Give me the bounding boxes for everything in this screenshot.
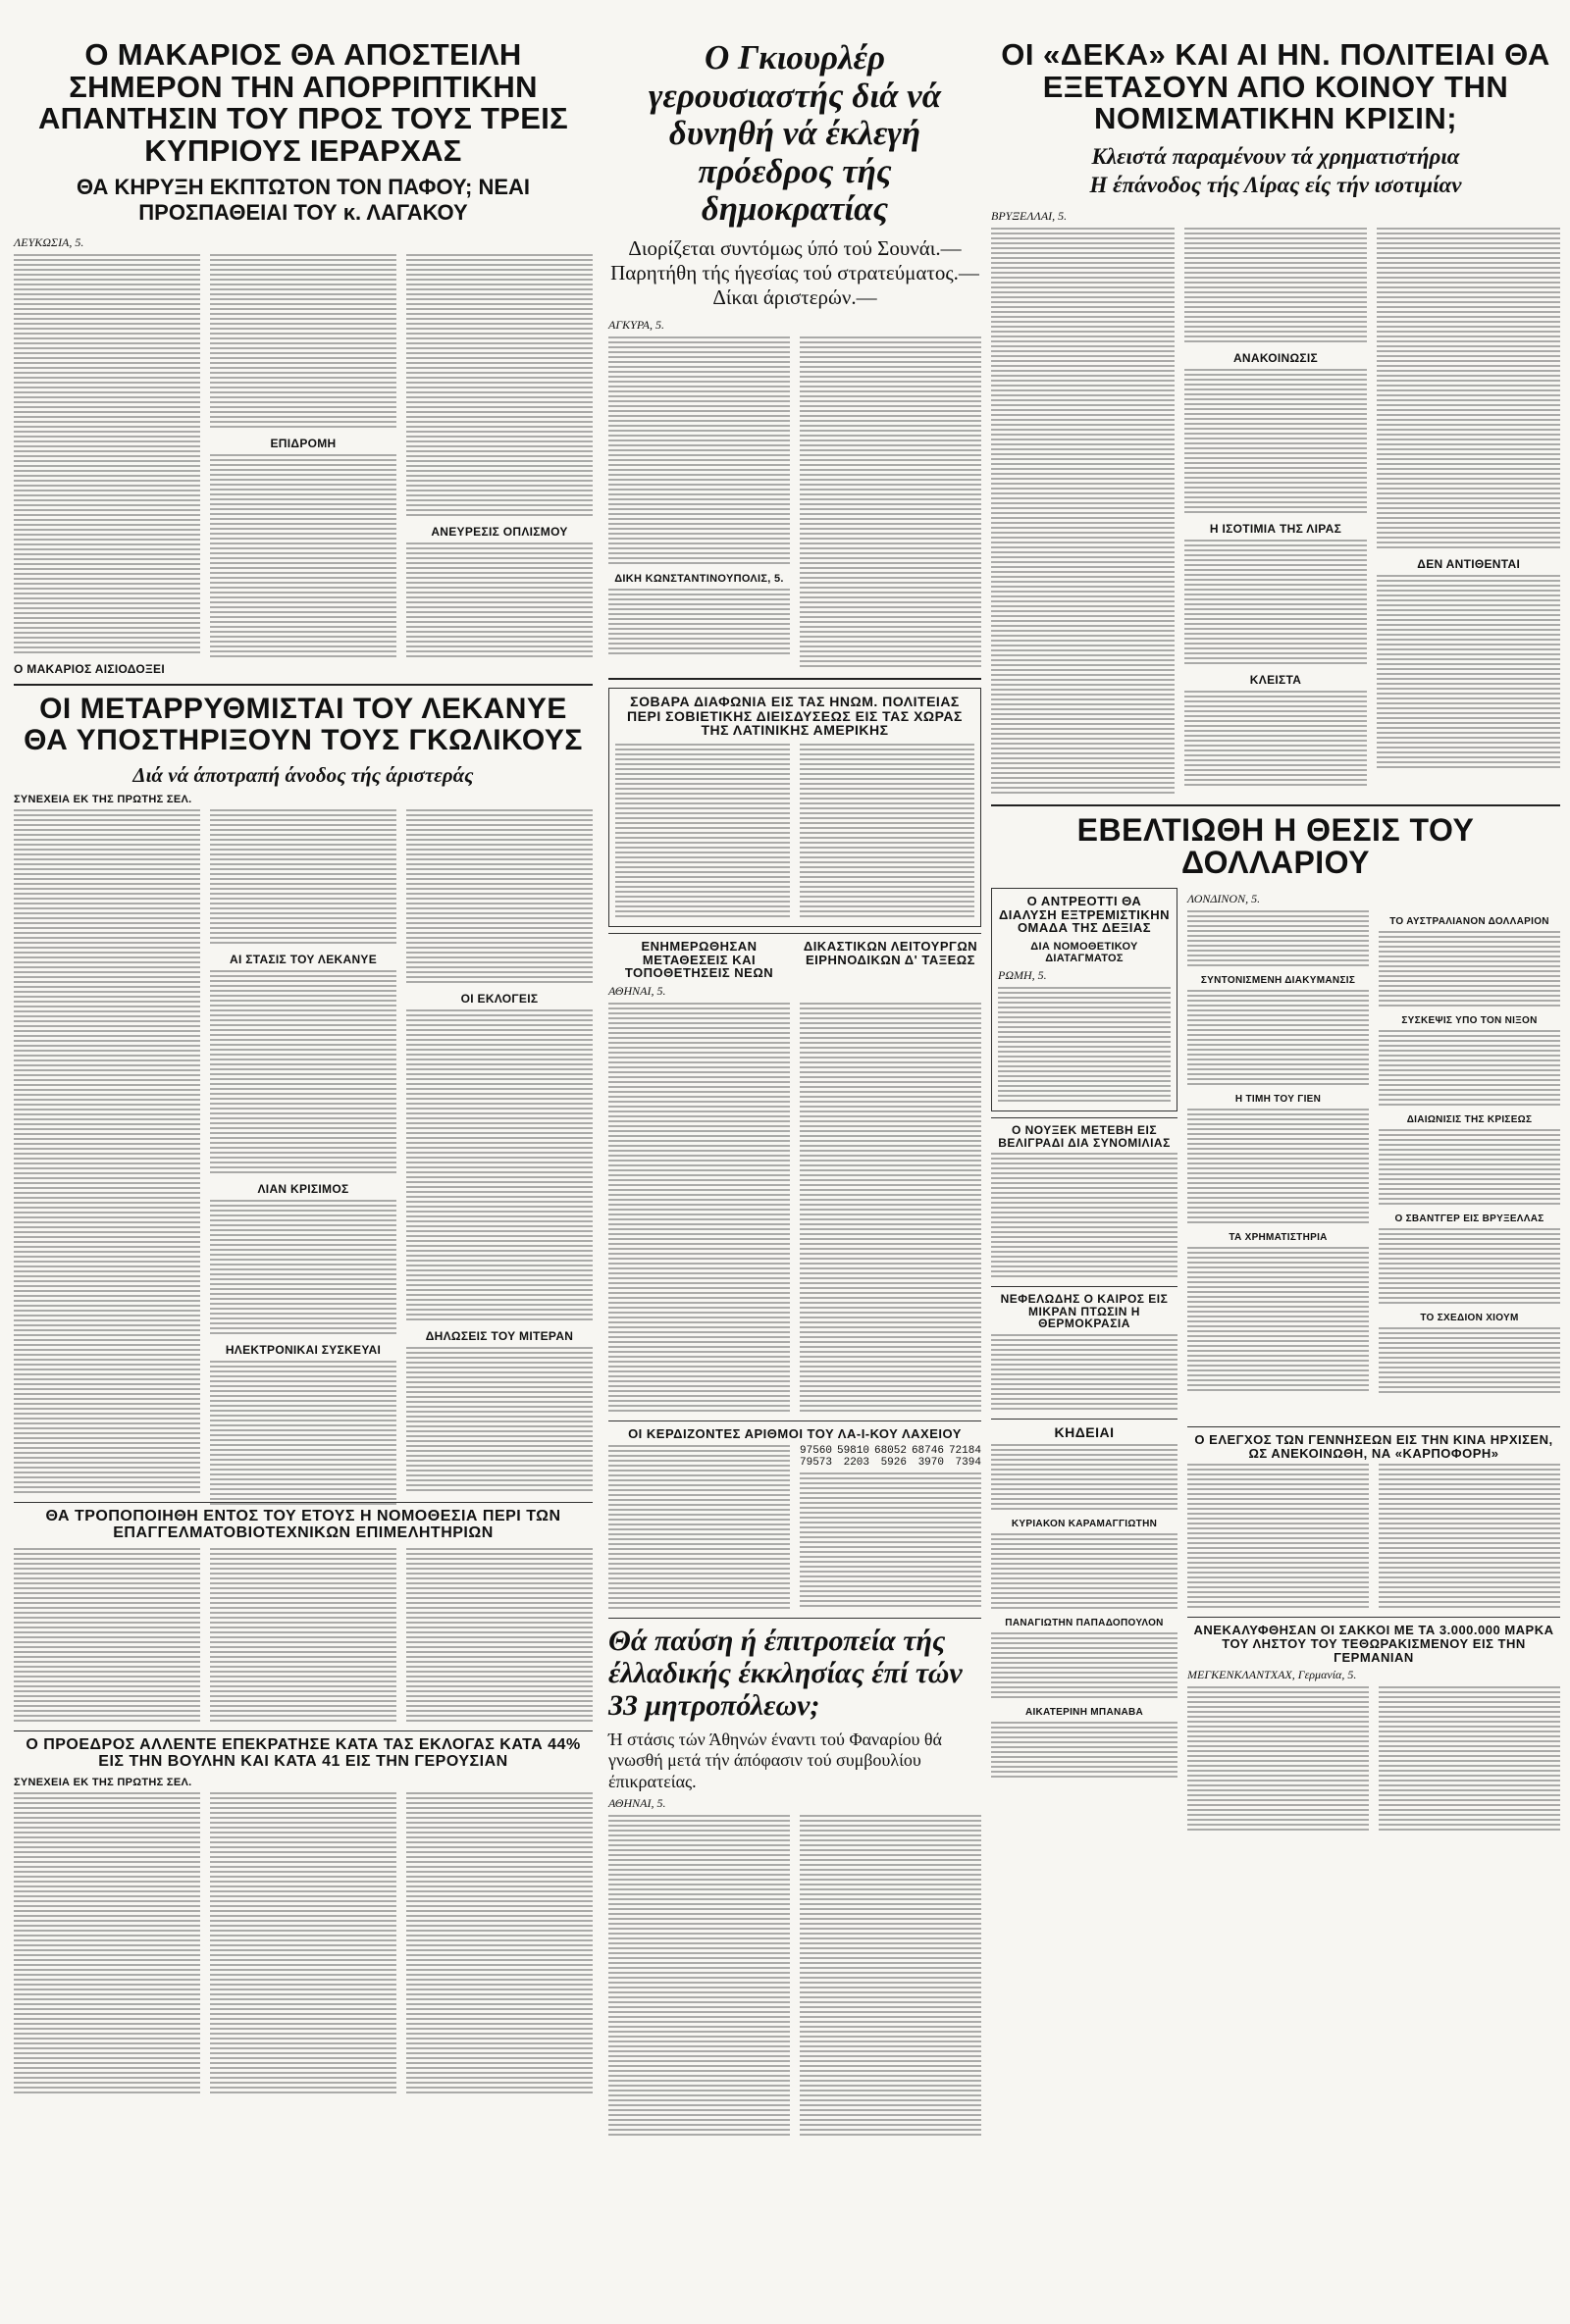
allende-continued: ΣΥΝΕΧΕΙΑ ΕΚ ΤΗΣ ΠΡΩΤΗΣ ΣΕΛ.: [14, 1776, 192, 1788]
lecanuet-label-stance: ΑΙ ΣΤΑΣΙΣ ΤΟΥ ΛΕΚΑΝΥΕ: [229, 953, 378, 967]
sacks-headline: ΑΝΕΚΑΛΥΦΘΗΣΑΝ ΟΙ ΣΑΚΚΟΙ ΜΕ ΤΑ 3.000.000 ΜΑΡΚΑ ΤΟΥ ΛΗΣΤΟΥ ΤΟΥ ΤΕΘΩΡΑΚΙΣΜΕΝΟΥ ΕΙΣ ΤΗΝ ΓΕΡΜΑΝΙΑΝ: [1193, 1623, 1554, 1665]
births-headline: Ο ΕΛΕΓΧΟΣ ΤΩΝ ΓΕΝΝΗΣΕΩΝ ΕΙΣ ΤΗΝ ΚΙΝΑ ΗΡΧΙΣΕΝ, ΩΣ ΑΝΕΚΟΙΝΩΘΗ, ΝΑ «ΚΑΡΠΟΦΟΡΗ»: [1194, 1432, 1553, 1461]
makarios-dateline: ΛΕΥΚΩΣΙΑ, 5.: [14, 235, 84, 250]
makarios-body: [14, 254, 593, 656]
ten-body: [991, 228, 1560, 797]
gkiourler-dateline: ΑΓΚΥΡΑ, 5.: [608, 318, 664, 333]
lottery-number: 97560: [800, 1444, 833, 1457]
sacks-story: [1187, 1624, 1560, 1833]
soviet-story: [608, 688, 981, 927]
weather-headline: ΝΕΦΕΛΩΔΗΣ Ο ΚΑΙΡΟΣ ΕΙΣ ΜΙΚΡΑΝ ΠΤΩΣΙΝ Η ΘΕΡΜΟΚΡΑΣΙΑ: [1000, 1292, 1169, 1331]
makarios-signoff: Ο ΜΑΚΑΡΙΟΣ ΑΙΣΙΟΔΟΞΕΙ: [14, 662, 165, 677]
soviet-headline: ΣΟΒΑΡΑ ΔΙΑΦΩΝΙΑ ΕΙΣ ΤΑΣ ΗΝΩΜ. ΠΟΛΙΤΕΙΑΣ ΠΕΡΙ ΣΟΒΙΕΤΙΚΗΣ ΔΙΕΙΣΔΥΣΕΩΣ ΕΙΣ ΤΑΣ ΧΩΡΑΣ ΤΗΣ ΛΑΤΙΝΙΚΗΣ ΑΜΕΡΙΚΗΣ: [627, 694, 963, 739]
funerals-headline: ΚΗΔΕΙΑΙ: [1054, 1423, 1115, 1440]
ten-label-pound-parity: Η ΙΣΟΤΙΜΙΑ ΤΗΣ ΛΙΡΑΣ: [1209, 521, 1342, 536]
metropoleis-dateline: ΑΘΗΝΑΙ, 5.: [608, 1796, 666, 1811]
dollar-label-australian: ΤΟ ΑΥΣΤΡΑΛΙΑΝΟΝ ΔΟΛΛΑΡΙΟΝ: [1389, 916, 1549, 928]
dollar-label-yen: Η ΤΙΜΗ ΤΟΥ ΓΙΕΝ: [1234, 1094, 1322, 1106]
gkiourler-subheadline: Διορίζεται συντόμως ύπό τού Σουνάι.— Παρητήθη τής ήγεσίας τού στρατεύματος.— Δίκαι άριστερών.—: [610, 235, 979, 309]
lottery-number: 79573: [800, 1456, 833, 1469]
judicial-dateline: ΑΘΗΝΑΙ, 5.: [608, 984, 666, 999]
gkiourler-story: [608, 39, 981, 670]
makarios-story: [14, 39, 593, 676]
middle-column: [608, 39, 981, 2139]
lecanuet-story: [14, 694, 593, 1496]
lottery-number: 72184: [948, 1444, 981, 1457]
dollar-label-schwandegger: Ο ΣΒΑΝΤΓΕΡ ΕΙΣ ΒΡΥΞΕΛΛΑΣ: [1394, 1214, 1544, 1225]
funeral-name-1: ΚΥΡΙΑΚΟΝ ΚΑΡΑΜΑΓΓΙΩΤΗΝ: [1011, 1518, 1158, 1529]
lecanuet-label-electronic: ΗΛΕΚΤΡΟΝΙΚΑΙ ΣΥΣΚΕΥΑΙ: [225, 1343, 382, 1358]
lottery-number: 68052: [873, 1444, 907, 1457]
lottery-number: 2203: [843, 1456, 869, 1469]
judicial-story: [608, 940, 981, 1415]
dollar-label-perpetuation: ΔΙΑΙΩΝΙΣΙΣ ΤΗΣ ΚΡΙΣΕΩΣ: [1406, 1114, 1533, 1126]
andreotti-subheadline: ΔΙΑ ΝΟΜΟΘΕΤΙΚΟΥ ΔΙΑΤΑΓΜΑΤΟΣ: [1030, 940, 1138, 964]
allende-headline: Ο ΠΡΟΕΔΡΟΣ ΑΛΛΕΝΤΕ ΕΠΕΚΡΑΤΗΣΕ ΚΑΤΑ ΤΑΣ ΕΚΛΟΓΑΣ ΚΑΤΑ 44% ΕΙΣ ΤΗΝ ΒΟΥΛΗΝ ΚΑΙ ΚΑΤΑ 41 ΕΙΣ ΤΗΝ ΓΕΡΟΥΣΙΑΝ: [26, 1735, 581, 1770]
amendments-story: [14, 1509, 593, 1725]
lecanuet-subheadline: Διά νά άποτραπή άνοδος τής άριστεράς: [132, 763, 474, 788]
makarios-subheadline: ΘΑ ΚΗΡΥΞΗ ΕΚΠΤΩΤΟΝ ΤΟΝ ΠΑΦΟΥ; ΝΕΑΙ ΠΡΟΣΠΑΘΕΙΑΙ ΤΟΥ κ. ΛΑΓΑΚΟΥ: [76, 175, 531, 226]
ten-subheadline-1: Κλειστά παραμένουν τά χρηματιστήρια: [1091, 143, 1460, 169]
lottery-number: 68746: [911, 1444, 944, 1457]
lecanuet-label-mitterrand: ΔΗΛΩΣΕΙΣ ΤΟΥ ΜΙΤΕΡΑΝ: [425, 1329, 574, 1344]
right-column: [991, 39, 1560, 1833]
lottery-headline: ΟΙ ΚΕΡΔΙΖΟΝΤΕΣ ΑΡΙΘΜΟΙ ΤΟΥ ΛΑ-Ι-ΚΟΥ ΛΑΧΕΙΟΥ: [628, 1426, 962, 1442]
ten-label-not-opposed: ΔΕΝ ΑΝΤΙΘΕΝΤΑΙ: [1417, 556, 1521, 571]
lottery-number: 5926: [880, 1456, 907, 1469]
ten-story: [991, 39, 1560, 797]
lecanuet-label-voters: ΟΙ ΕΚΛΟΓΕΙΣ: [460, 992, 539, 1007]
allende-body: [14, 1792, 593, 2096]
soviet-body: [615, 744, 974, 920]
andreotti-dateline: ΡΩΜΗ, 5.: [998, 967, 1047, 982]
sacks-dateline: ΜΕΓΚΕΝΚΛΑΝΤΧΑΧ, Γερμανία, 5.: [1187, 1668, 1357, 1682]
gkiourler-headline: Ο Γκιουρλέρ γερουσιαστής διά νά δυνηθή νά έκλεγή πρόεδρος τής δημοκρατίας: [648, 38, 942, 228]
lecanuet-label-critical: ΛΙΑΝ ΚΡΙΣΙΜΟΣ: [257, 1182, 349, 1197]
amendments-headline: ΘΑ ΤΡΟΠΟΠΟΙΗΘΗ ΕΝΤΟΣ ΤΟΥ ΕΤΟΥΣ Η ΝΟΜΟΘΕΣΙΑ ΠΕΡΙ ΤΩΝ ΕΠΑΓΓΕΛΜΑΤΟΒΙΟΤΕΧΝΙΚΩΝ ΕΠΙΜΕΛΗΤΗΡΙΩΝ: [45, 1508, 561, 1542]
ten-label-announcement: ΑΝΑΚΟΙΝΩΣΙΣ: [1232, 350, 1319, 365]
ten-label-closed: ΚΛΕΙΣΤΑ: [1249, 672, 1302, 687]
makarios-headline: Ο ΜΑΚΑΡΙΟΣ ΘΑ ΑΠΟΣΤΕΙΛΗ ΣΗΜΕΡΟΝ ΤΗΝ ΑΠΟΡΡΙΠΤΙΚΗΝ ΑΠΑΝΤΗΣΙΝ ΤΟΥ ΠΡΟΣ ΤΟΥΣ ΤΡΕΙΣ ΚΥΠΡΙΟΥΣ ΙΕΡΑΡΧΑΣ: [37, 37, 569, 168]
makarios-label-weapons: ΑΝΕΥΡΕΣΙΣ ΟΠΛΙΣΜΟΥ: [431, 525, 568, 540]
judicial-headline-2: ΔΙΚΑΣΤΙΚΩΝ ΛΕΙΤΟΥΡΓΩΝ ΕΙΡΗΝΟΔΙΚΩΝ Δ' ΤΑΞΕΩΣ: [803, 939, 978, 967]
ten-subheadline-2: Η έπάνοδος τής Λίρας είς τήν ισοτιμίαν: [1089, 173, 1462, 198]
allende-story: [14, 1737, 593, 2096]
judicial-body: [608, 1003, 981, 1415]
lecanuet-continued: ΣΥΝΕΧΕΙΑ ΕΚ ΤΗΣ ΠΡΩΤΗΣ ΣΕΛ.: [14, 794, 192, 806]
lottery-numbers-row-2: [800, 1457, 981, 1469]
funeral-name-2: ΠΑΝΑΓΙΩΤΗΝ ΠΑΠΑΔΟΠΟΥΛΟΝ: [1005, 1617, 1164, 1628]
lottery-story: [608, 1427, 981, 1612]
left-column: [14, 39, 593, 2096]
nixon-belgrade-story: [991, 1124, 1178, 1280]
ten-headline: ΟΙ «ΔΕΚΑ» ΚΑΙ ΑΙ ΗΝ. ΠΟΛΙΤΕΙΑΙ ΘΑ ΕΞΕΤΑΣΟΥΝ ΑΠΟ ΚΟΙΝΟΥ ΤΗΝ ΝΟΜΙΣΜΑΤΙΚΗΝ ΚΡΙΣΙΝ;: [1001, 37, 1550, 136]
makarios-label-raid: ΕΠΙΔΡΟΜΗ: [270, 437, 337, 451]
metropoleis-headline: Θά παύση ή έπιτροπεία τής έλλαδικής έκκλησίας έπί τών 33 μητροπόλεων;: [608, 1624, 963, 1722]
nixon-belgrade-headline: Ο ΝΟΥΞΕΚ ΜΕΤΕΒΗ ΕΙΣ ΒΕΛΙΓΡΑΔΙ ΔΙΑ ΣΥΝΟΜΙΛΙΑΣ: [998, 1122, 1171, 1150]
dollar-label-nixon-meeting: ΣΥΣΚΕΨΙΣ ΥΠΟ ΤΟΝ ΝΙΞΟΝ: [1401, 1015, 1538, 1027]
dollar-label-hume-plan: ΤΟ ΣΧΕΔΙΟΝ ΧΙΟΥΜ: [1420, 1313, 1519, 1324]
amendments-body: [14, 1548, 593, 1725]
lottery-numbers-row-1: [800, 1445, 981, 1457]
metropoleis-subheadline: Ή στάσις τών Άθηνών έναντι τού Φαναρίου θά γνωσθή μετά τήν άπόφασιν τού συμβουλίου έπικρατείας.: [608, 1729, 942, 1791]
dollar-body: [1187, 910, 1560, 1420]
gkiourler-trial-label: ΔΙΚΗ ΚΩΝΣΤΑΝΤΙΝΟΥΠΟΛΙΣ, 5.: [614, 573, 784, 586]
andreotti-headline: Ο ΑΝΤΡΕΟΤΤΙ ΘΑ ΔΙΑΛΥΣΗ ΕΞΤΡΕΜΙΣΤΙΚΗΝ ΟΜΑΔΑ ΤΗΣ ΔΕΞΙΑΣ: [998, 894, 1171, 936]
lottery-number: 3970: [917, 1456, 944, 1469]
dollar-label-exchanges: ΤΑ ΧΡΗΜΑΤΙΣΤΗΡΙΑ: [1229, 1232, 1328, 1244]
lottery-number: 59810: [836, 1444, 869, 1457]
ten-dateline: ΒΡΥΞΕΛΛΑΙ, 5.: [991, 208, 1068, 223]
judicial-headline: ΕΝΗΜΕΡΩΘΗΣΑΝ ΜΕΤΑΘΕΣΕΙΣ ΚΑΙ ΤΟΠΟΘΕΤΗΣΕΙΣ ΝΕΩΝ: [624, 939, 774, 981]
dollar-dateline: ΛΟΝΔΙΝΟΝ, 5.: [1187, 892, 1261, 906]
births-story: [1187, 1433, 1560, 1611]
dollar-label-coordinated: ΣΥΝΤΟΝΙΣΜΕΝΗ ΔΙΑΚΥΜΑΝΣΙΣ: [1200, 975, 1356, 987]
lecanuet-headline: ΟΙ ΜΕΤΑΡΡΥΘΜΙΣΤΑΙ ΤΟΥ ΛΕΚΑΝΥΕ ΘΑ ΥΠΟΣΤΗΡΙΞΟΥΝ ΤΟΥΣ ΓΚΩΛΙΚΟΥΣ: [24, 693, 583, 756]
funerals-story: [991, 1425, 1178, 1781]
andreotti-story: [991, 888, 1178, 1111]
metropoleis-body: [608, 1815, 981, 2139]
lottery-number: 7394: [955, 1456, 981, 1469]
metropoleis-story: [608, 1625, 981, 2140]
dollar-headline: ΕΒΕΛΤΙΩΘΗ Η ΘΕΣΙΣ ΤΟΥ ΔΟΛΛΑΡΙΟΥ: [1076, 811, 1475, 881]
weather-story: [991, 1293, 1178, 1413]
lecanuet-body: [14, 809, 593, 1496]
gkiourler-body: [608, 336, 981, 670]
funeral-name-3: ΑΙΚΑΤΕΡΙΝΗ ΜΠΑΝΑΒΑ: [1024, 1706, 1144, 1718]
